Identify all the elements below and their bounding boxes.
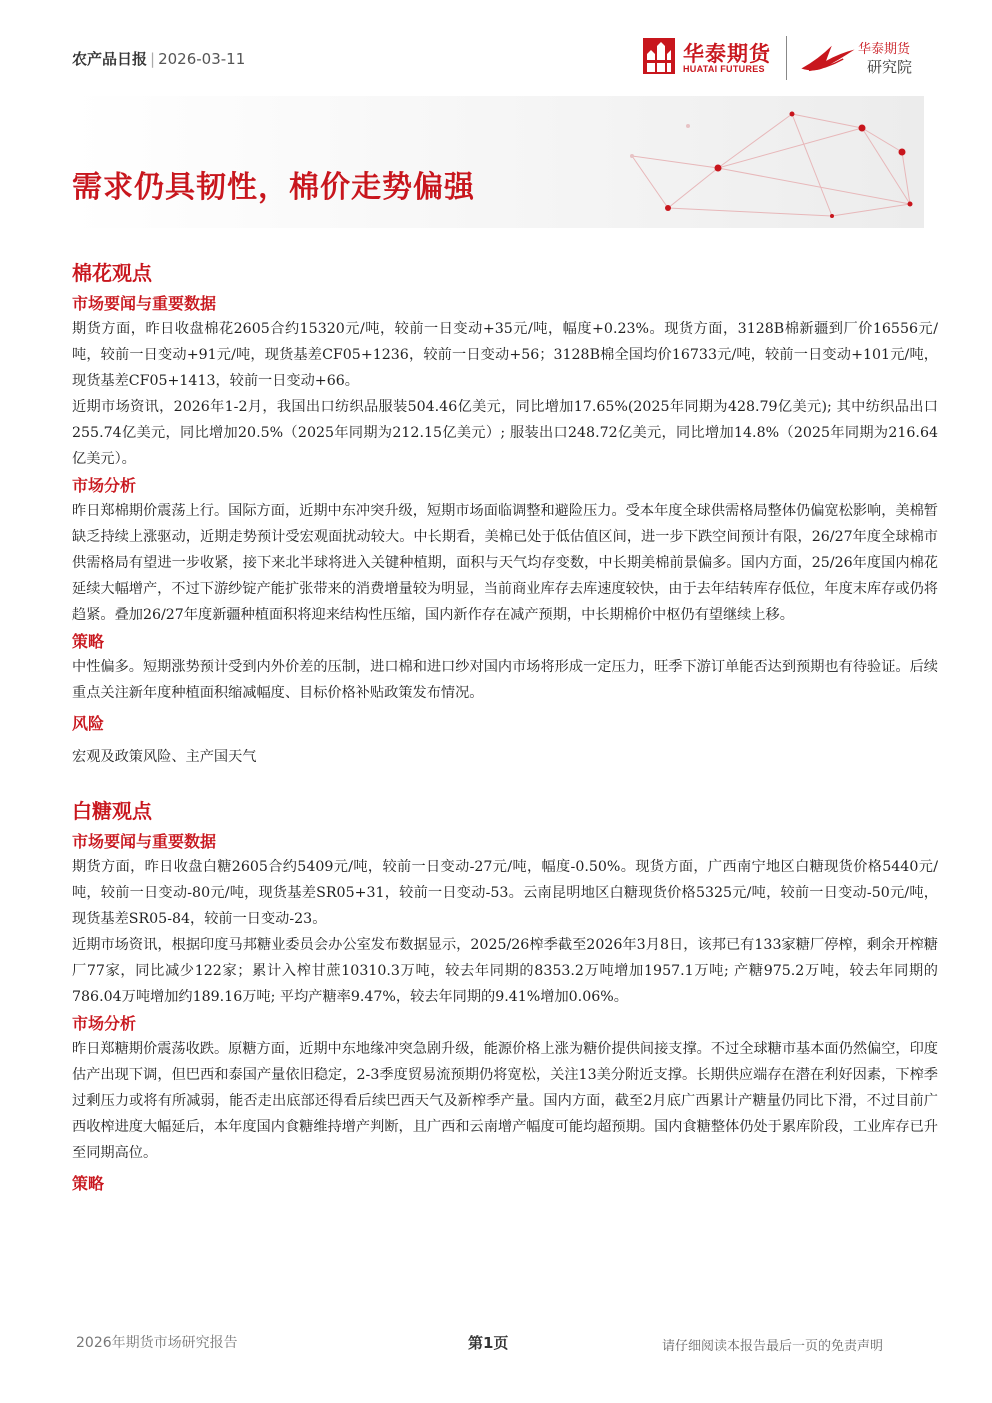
section-gap	[72, 770, 938, 796]
paragraph: 昨日郑棉期价震荡上行。国际方面，近期中东冲突升级，短期市场面临调整和避险压力。受本年度全球供需格局整体仍偏宽松影响，美棉暂缺乏持续上涨驱动，近期走势预计受宏观面扰动较大。中长期看，美棉已处于低估值区间，进一步下跌空间预计有限，26/27年度全球棉市供需格局有望进一步收紧，接下来北半球将进入关键种植期，面积与天气均存变数，中长期美棉前景偏多。国内方面，25/26年度国内棉花延续大幅增产，不过下游纱锭产能扩张带来的消费增量较为明显，当前商业库存去库速度较快，由于去年结转库存低位，年度末库存或仍将趋紧。叠加26/27年度新疆种植面积将迎来结构性压缩，国内新作存在减产预期，中长期棉价中枢仍有望继续上移。	[72, 503, 938, 623]
header-separator: |	[150, 50, 156, 68]
paragraph: 近期市场资讯，根据印度马邦糖业委员会办公室发布数据显示，2025/26榨季截至2026年3月8日，该邦已有133家糖厂停榨，剩余开榨糖厂77家，同比减少122家；累计入榨甘蔗10310.3万吨，较去年同期的8353.2万吨增加1957.1万吨; 产糖975.2万吨，较去年同期的786.04万吨增加约189.16万吨; 平均产糖率9.47%，较去年同期的9.41%增加0.06%。	[72, 937, 938, 1005]
paragraph: 期货方面，昨日收盘棉花2605合约15320元/吨，较前一日变动+35元/吨，幅度+0.23%。现货方面，3128B棉新疆到厂价16556元/吨，较前一日变动+91元/吨，现货基差CF05+1236，较前一日变动+56；3128B棉全国均价16733元/吨，较前一日变动+101元/吨，现货基差CF05+1413，较前一日变动+66。	[72, 321, 938, 389]
subsection-title: 策略	[72, 632, 105, 651]
section-title: 棉花观点	[72, 261, 152, 285]
section-sugar	[72, 796, 938, 1196]
paragraph: 昨日郑糖期价震荡收跌。原糖方面，近期中东地缘冲突急剧升级，能源价格上涨为糖价提供间接支撑。不过全球糖市基本面仍然偏空，印度估产出现下调，但巴西和泰国产量依旧稳定，2-3季度贸易流预期仍将宽松，关注13美分附近支撑。长期供应端存在潜在利好因素，下榨季过剩压力或将有所减弱，能否走出底部还得看后续巴西天气及新榨季产量。国内方面，截至2月底广西累计产糖量仍同比下滑，不过目前广西收榨进度大幅延后，本年度国内食糖维持增产判断，且广西和云南增产幅度可能均超预期。国内食糖整体仍处于累库阶段，工业库存已升至同期高位。	[72, 1041, 938, 1161]
footer-disclaimer-note: 请仔细阅读本报告最后一页的免责声明	[662, 1339, 884, 1354]
section-cotton	[72, 258, 938, 770]
paragraph: 宏观及政策风险、主产国天气	[72, 749, 257, 765]
page-title: 需求仍具韧性，棉价走势偏强	[72, 170, 475, 205]
footer-report-name: 2026年期货市场研究报告	[76, 1335, 238, 1351]
report-type: 农产品日报	[72, 50, 148, 68]
page-number: 第1页	[468, 1334, 509, 1352]
report-date: 2026-03-11	[158, 50, 246, 68]
paragraph: 期货方面，昨日收盘白糖2605合约5409元/吨，较前一日变动-27元/吨，幅度-0.50%。现货方面，广西南宁地区白糖现货价格5440元/吨，较前一日变动-80元/吨，现货基差SR05+31，较前一日变动-53。云南昆明地区白糖现货价格5325元/吨，较前一日变动-50元/吨，现货基差SR05-84，较前一日变动-23。	[72, 859, 938, 927]
institute-name-line2: 研究院	[867, 58, 913, 76]
subsection-title: 市场要闻与重要数据	[72, 294, 217, 313]
report-body	[72, 258, 938, 1196]
report-header	[72, 48, 245, 69]
subsection-title: 市场分析	[72, 1014, 137, 1033]
company-name-en: HUATAI FUTURES	[683, 64, 765, 74]
subsection-title: 策略	[72, 1174, 105, 1193]
logo-divider	[786, 36, 787, 80]
subsection-title: 市场分析	[72, 476, 137, 495]
institute-bird-icon	[798, 40, 858, 78]
paragraph: 近期市场资讯，2026年1-2月，我国出口纺织品服装504.46亿美元，同比增加17.65%(2025年同期为428.79亿美元); 其中纺织品出口255.74亿美元，同比增加20.5%（2025年同期为212.15亿美元）; 服装出口248.72亿美元，同比增加14.8%（2025年同期为216.64亿美元）。	[72, 399, 938, 467]
subsection-title: 市场要闻与重要数据	[72, 832, 217, 851]
huatai-futures-logo	[641, 36, 791, 80]
institute-logo	[796, 36, 926, 80]
company-name-cn: 华泰期货	[683, 42, 771, 66]
subsection-title: 风险	[72, 714, 105, 733]
institute-name-line1: 华泰期货	[858, 42, 911, 57]
section-title: 白糖观点	[72, 799, 152, 823]
huatai-logo-icon	[641, 36, 677, 76]
paragraph: 中性偏多。短期涨势预计受到内外价差的压制，进口棉和进口纱对国内市场将形成一定压力，旺季下游订单能否达到预期也有待验证。后续重点关注新年度种植面积缩减幅度、目标价格补贴政策发布情况。	[72, 659, 938, 701]
